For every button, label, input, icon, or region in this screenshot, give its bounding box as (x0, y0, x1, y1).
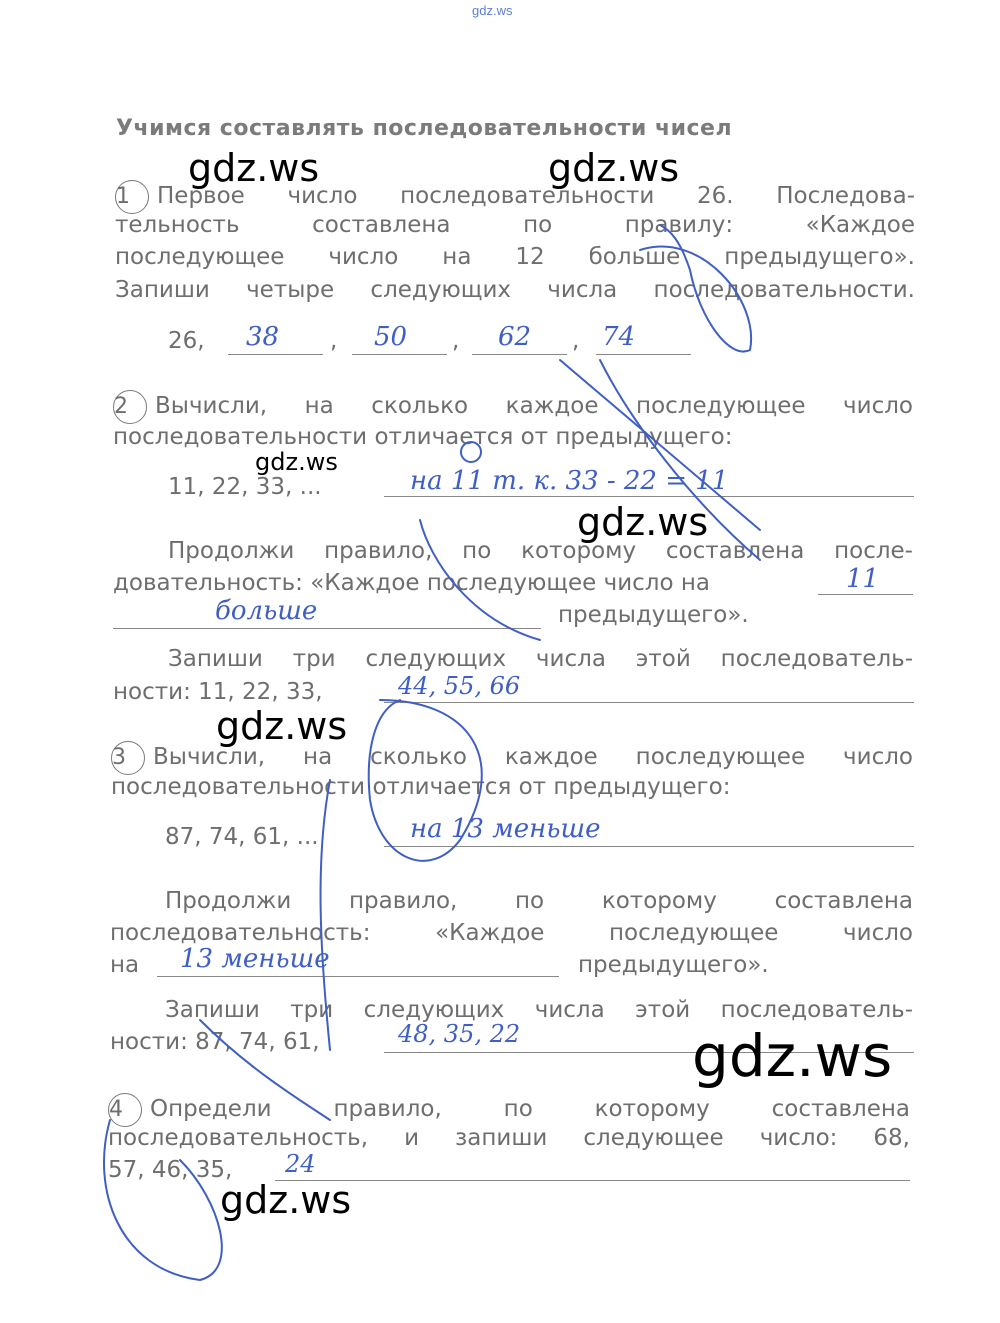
task-1-text-1: Первое число последовательности 26. Последова- (157, 183, 915, 209)
answer-3: 62 (498, 322, 532, 352)
task-2-rule-word: больше (215, 596, 318, 626)
answer-1: 38 (246, 322, 280, 352)
task-3-next-line-2: ности: 87, 74, 61, (110, 1029, 320, 1055)
scribble-stroke (104, 1120, 222, 1280)
task-3-rule-answer: 13 меньше (180, 944, 330, 974)
answer-4: 74 (602, 322, 636, 352)
task-1-start: 26, (168, 328, 205, 354)
task-3-rule-line-2: последовательность: «Каждое последующее число (110, 920, 913, 946)
task-3-text-1: Вычисли, на сколько каждое последующее число (153, 744, 913, 770)
task-2-answer-diff: на 11 т. к. 33 - 22 = 11 (410, 466, 729, 496)
task-3-answer-diff: на 13 меньше (410, 814, 601, 844)
answer-2: 50 (374, 322, 408, 352)
scribble-stroke (420, 520, 540, 640)
task-3-sequence: 87, 74, 61, ... (165, 824, 319, 850)
task-4-text-1: Определи правило, по которому составлена (150, 1096, 910, 1122)
task-3-next-line-1: Запиши три следующих числа этой последователь- (165, 997, 913, 1023)
task-4-number: 4 (108, 1093, 142, 1127)
task-1-line-3: последующее число на 12 больше предыдущего». (115, 244, 915, 270)
task-3-next-answer: 48, 35, 22 (398, 1020, 521, 1048)
task-1-line-2: тельность составлена по правилу: «Каждое (115, 212, 915, 238)
task-2-next-answer: 44, 55, 66 (398, 672, 521, 700)
task-2-number: 2 (113, 390, 147, 424)
watermark: gdz.ws (188, 146, 320, 190)
task-4-answer: 24 (285, 1150, 316, 1178)
scribble-stroke (321, 780, 330, 1050)
task-3-rule-prefix: на (110, 952, 140, 978)
task-3-number: 3 (111, 741, 145, 775)
task-2-rule-line-1: Продолжи правило, по которому составлена после- (168, 538, 913, 564)
task-2-next-line-1: Запиши три следующих числа этой последователь- (168, 646, 913, 672)
task-3-line-2: последовательности отличается от предыдущего: (111, 774, 731, 800)
task-1-line-4: Запиши четыре следующих числа последовательности. (115, 277, 915, 303)
task-2-sequence: 11, 22, 33, ... (168, 474, 322, 500)
top-watermark: gdz.ws (472, 3, 513, 18)
watermark: gdz.ws (216, 704, 348, 748)
task-2-next-line-2: ности: 11, 22, 33, (113, 679, 323, 705)
task-4-line-3: 57, 46, 35, (108, 1157, 233, 1183)
watermark: gdz.ws (692, 1022, 893, 1090)
watermark: gdz.ws (220, 1178, 352, 1222)
scribble-stroke (640, 225, 751, 352)
task-2-rule-line-2: довательность: «Каждое последующее число на (113, 570, 711, 596)
task-2-rule-end: предыдущего». (558, 602, 749, 628)
watermark: gdz.ws (577, 500, 709, 544)
task-3-rule-end: предыдущего». (578, 952, 769, 978)
task-2-rule-value: 11 (846, 564, 880, 594)
task-2-text-1: Вычисли, на сколько каждое последующее число (155, 393, 913, 419)
page-title: Учимся составлять последовательности чисел (116, 116, 733, 141)
comma: , (572, 328, 580, 354)
scribble-stroke (200, 1020, 330, 1120)
task-2-line-2: последовательности отличается от предыдущего: (113, 424, 733, 450)
comma: , (330, 328, 338, 354)
task-1-number: 1 (115, 180, 149, 214)
watermark: gdz.ws (548, 146, 680, 190)
task-3-rule-line-1: Продолжи правило, по которому составлена (165, 888, 913, 914)
task-4-line-2: последовательность, и запиши следующее число: 68, (108, 1125, 910, 1151)
scribble-stroke (369, 700, 482, 861)
watermark: gdz.ws (255, 448, 338, 476)
comma: , (452, 328, 460, 354)
scribble-stroke (461, 442, 481, 462)
